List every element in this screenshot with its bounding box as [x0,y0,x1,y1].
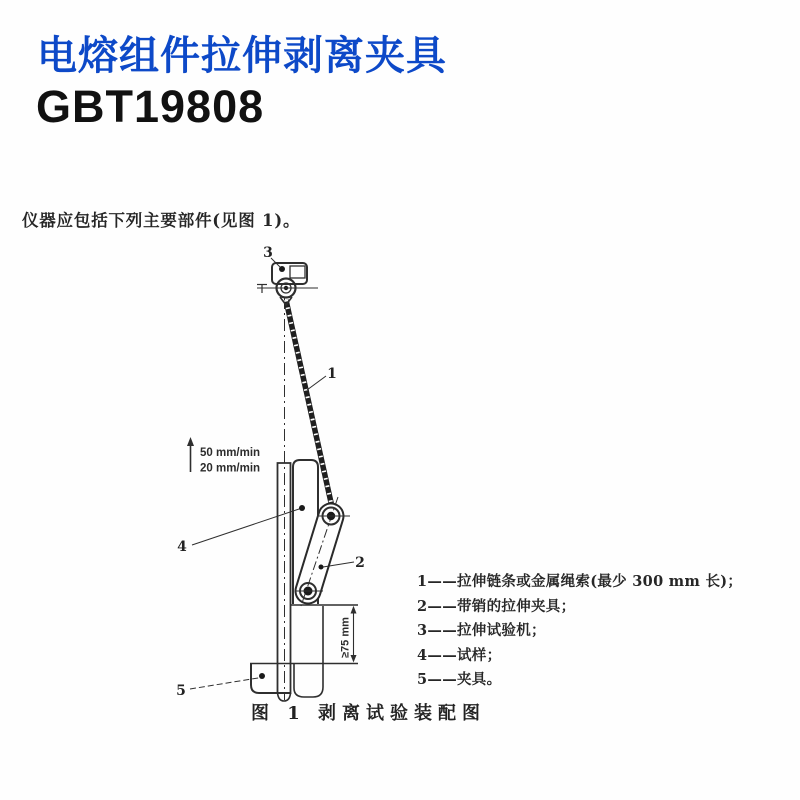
legend-item-4: 4——试样； [417,646,502,664]
leader-4-dot [299,505,305,511]
legend-item-1: 1——拉伸链条或金属绳索(最少 300 mm 长)； [417,573,743,590]
intro-text: 仪器应包括下列主要部件(见图 1)。 [22,211,301,230]
legend-item-5: 5——夹具。 [417,671,502,689]
leader-2-dot [319,565,324,570]
leader-5-dot [259,673,265,679]
part-label-2: 2 [355,555,365,571]
figure-caption: 图 1 剥离试验装配图 [251,703,487,724]
speed-label-20: 20 mm/min [200,462,261,475]
leader-4 [192,508,302,545]
standard-number: GBT19808 [36,81,265,132]
legend-item-2: 2——带销的拉伸夹具； [417,597,576,615]
part-label-3: 3 [263,245,273,261]
fitting-lower-block [294,606,323,697]
peel-clamp-link-fill [308,516,331,591]
speed-label-50: 50 mm/min [200,447,261,459]
part-label-1: 1 [327,366,337,382]
figure-legend [417,570,742,693]
machine-grip-inner [290,266,305,278]
dimension-label: ≥75 mm [339,617,352,658]
speed-arrow-head [187,437,194,446]
part-label-5: 5 [176,683,186,699]
part-label-4: 4 [177,539,187,555]
dimension-arrow-top [351,606,357,614]
legend-item-3: 3——拉伸试验机； [417,622,546,640]
leader-1 [307,376,326,390]
page-title: 电熔组件拉伸剥离夹具 [37,34,447,78]
